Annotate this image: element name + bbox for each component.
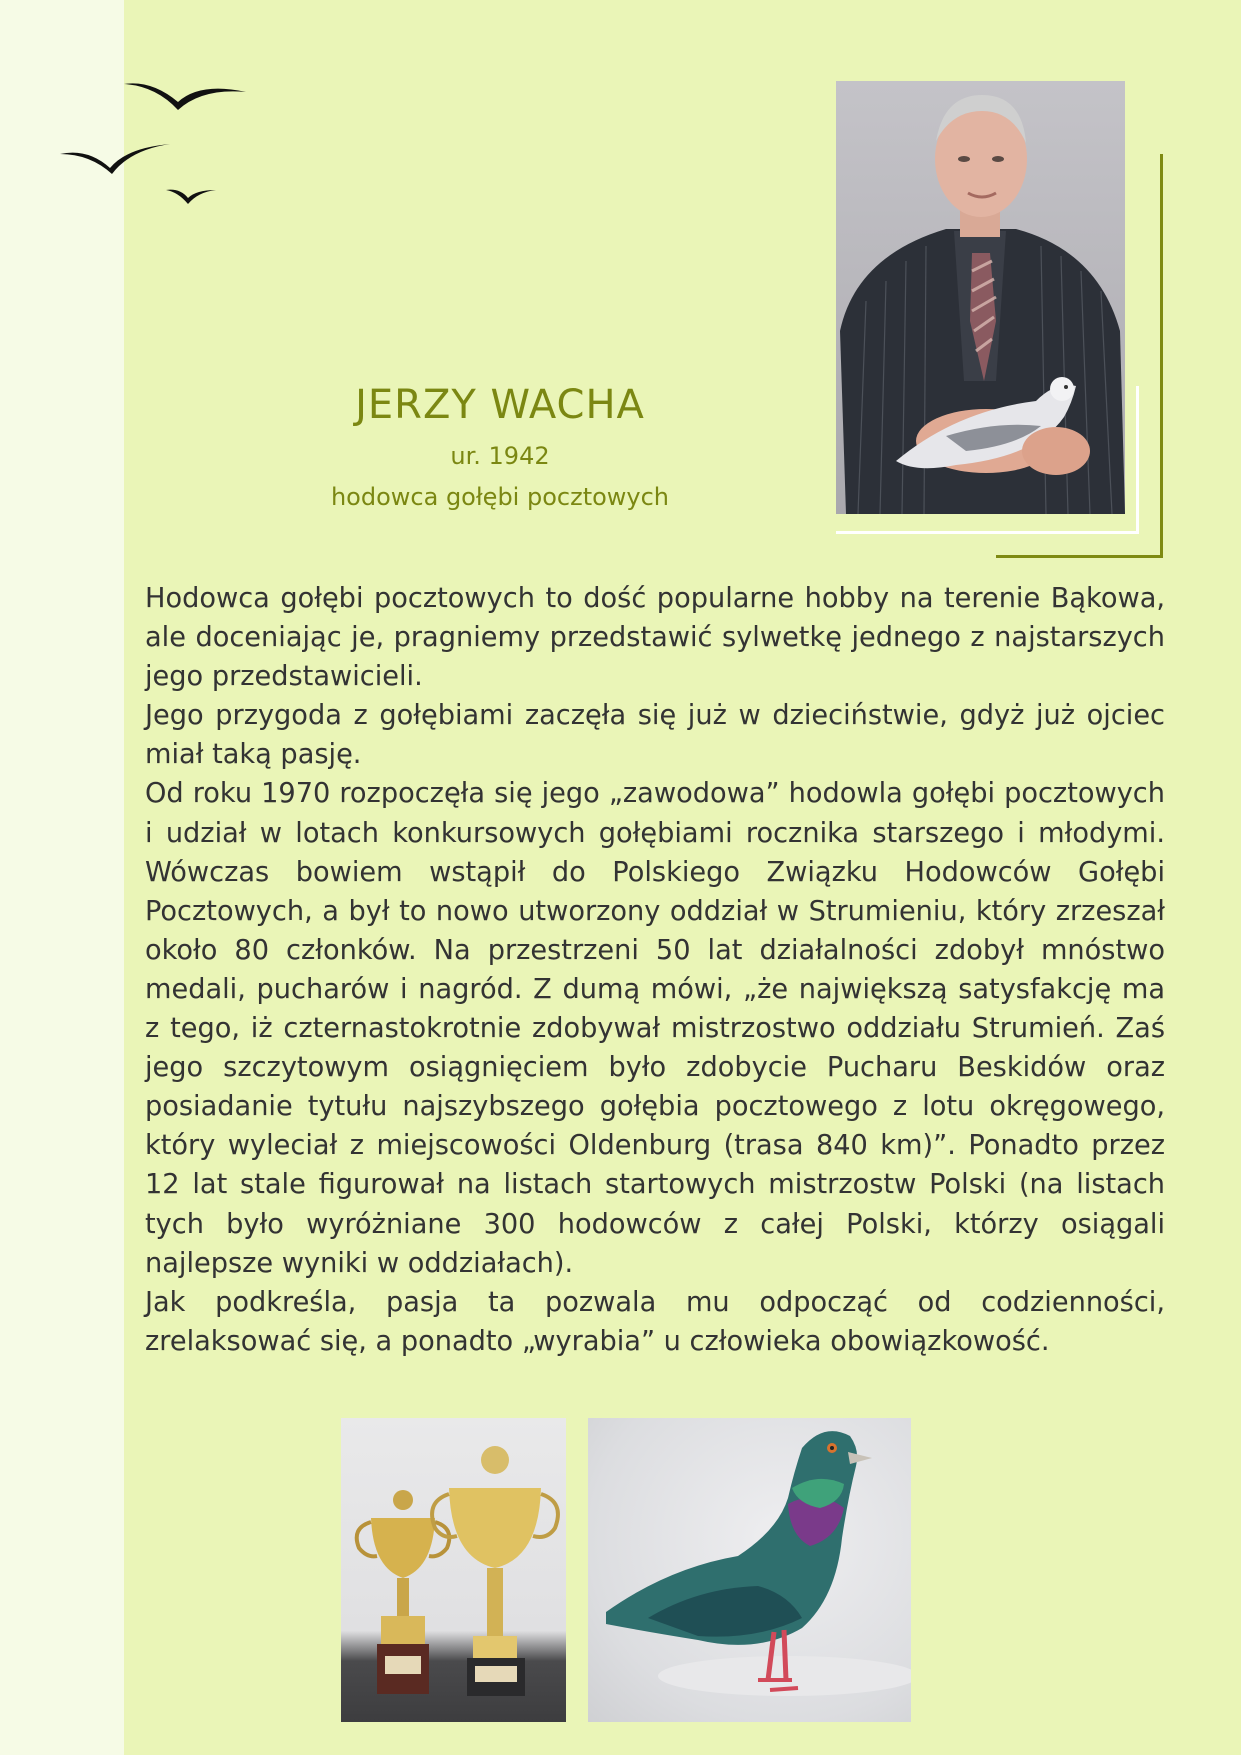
trophies-photo — [341, 1418, 566, 1722]
portrait-illustration — [836, 81, 1125, 514]
birds-decoration — [60, 70, 280, 220]
bird-icon — [124, 83, 246, 110]
birth-year: ur. 1942 — [450, 442, 550, 470]
paragraph: Hodowca gołębi pocztowych to dość popularne hobby na terenie Bąkowa, ale doceniając je, pragniemy przedstawić sylwetkę jednego z najstarszych jego przedstawicieli. — [145, 583, 1165, 693]
paragraph: Jego przygoda z gołębiami zaczęła się już w dzieciństwie, gdyż już ojciec miał taką pasję. — [145, 700, 1165, 771]
bird-icon — [166, 190, 216, 204]
person-name: JERZY WACHA — [355, 382, 645, 428]
person-role: hodowca gołębi pocztowych — [330, 483, 670, 511]
paragraph: Jak podkreśla, pasja ta pozwala mu odpocząć od codzienności, zrelaksować się, a ponadto „wyrabia” u człowieka obowiązkowość. — [145, 1286, 1165, 1357]
pigeon-illustration — [588, 1418, 911, 1722]
portrait-photo — [836, 81, 1125, 514]
biography-text — [145, 579, 1165, 1361]
left-margin-strip — [0, 0, 124, 1755]
trophies-illustration — [341, 1418, 566, 1722]
paragraph: Od roku 1970 rozpoczęła się jego „zawodowa” hodowla gołębi pocztowych i udział w lotach konkursowych gołębiami rocznika starszego i młodymi. Wówczas bowiem wstąpił do Polskiego Związku Hodowców Gołębi Pocztowych, a był to nowo utworzony oddział w Strumieniu, który zrzeszał około 80 członków. Na przestrzeni 50 lat działalności zdobył mnóstwo medali, pucharów i nagród. Z dumą mówi, „że największą satysfakcję ma z tego, iż czternastokrotnie zdobywał mistrzostwo oddziału Strumień. Zaś jego szczytowym osiągnięciem było zdobycie Pucharu Beskidów oraz posiadanie tytułu najszybszego gołębia pocztowego z lotu okręgowego, który wyleciał z miejscowości Oldenburg (trasa 840 km)”. Ponadto przez 12 lat stale figurował na listach startowych mistrzostw Polski (na listach tych było wyróżniane 300 hodowców z całej Polski, którzy osiągali najlepsze wyniki w oddziałach). — [145, 778, 1165, 1279]
pigeon-photo — [588, 1418, 911, 1722]
bird-icon — [60, 144, 170, 174]
